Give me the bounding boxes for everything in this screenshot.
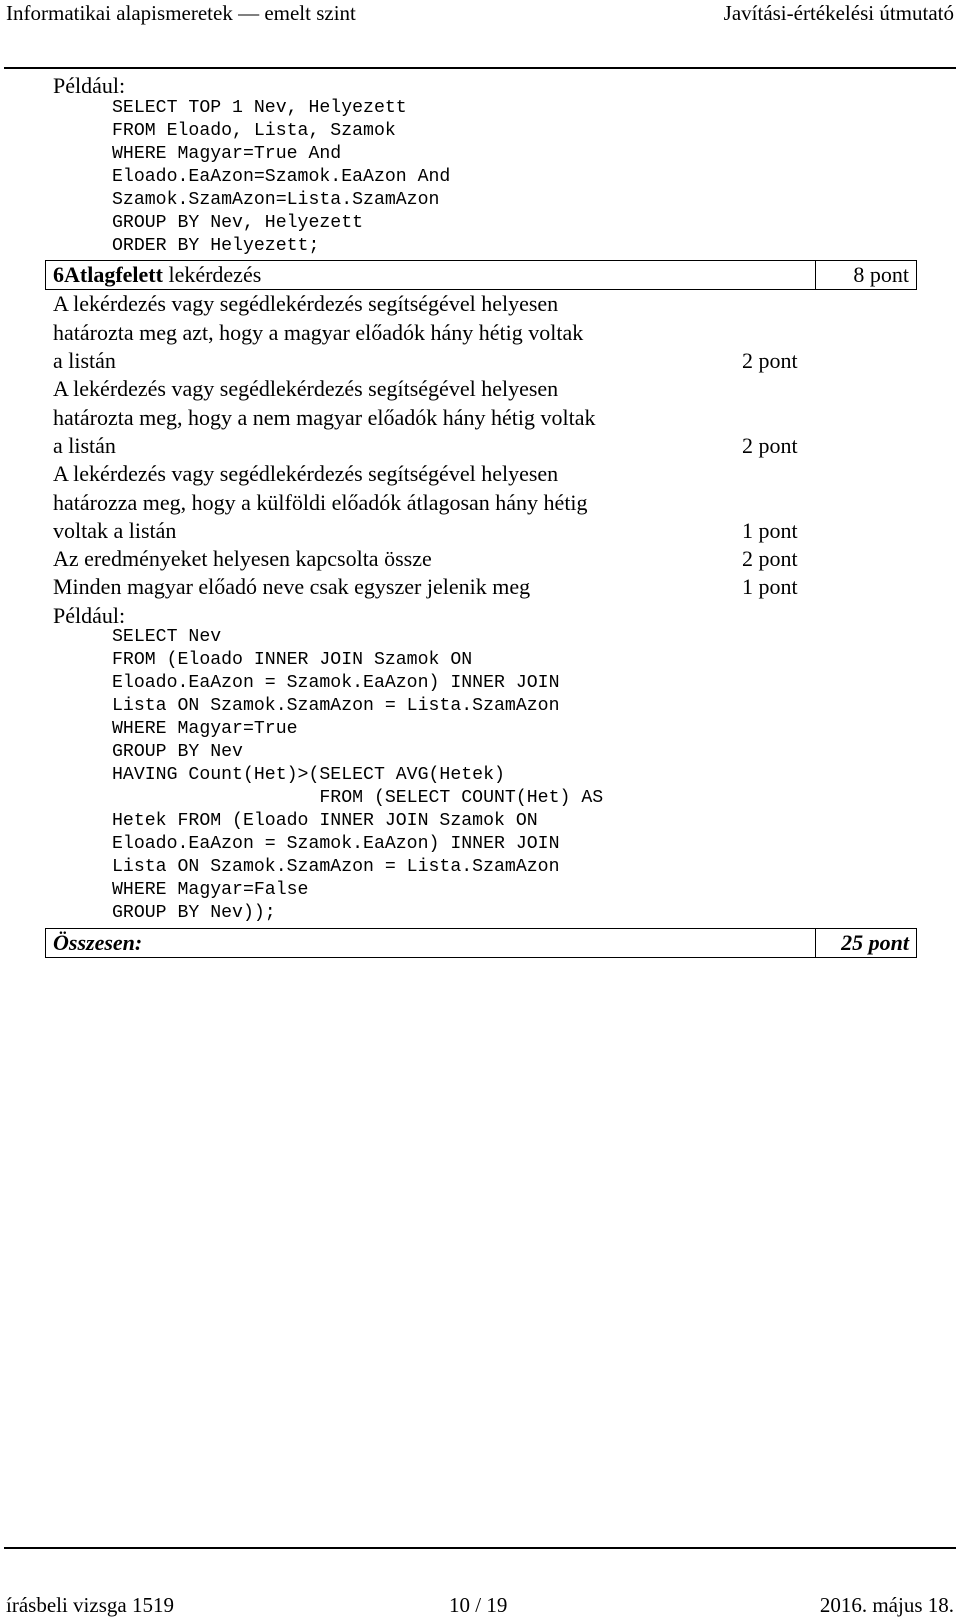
criterion-text: határozta meg, hogy a nem magyar előadók hány hétig voltak (53, 405, 596, 430)
criterion-text: A lekérdezés vagy segédlekérdezés segítségével helyesen (53, 376, 559, 401)
task-title (53, 260, 261, 289)
code-line: FROM Eloado, Lista, Szamok (112, 121, 396, 141)
header-right: Javítási-értékelési útmutató (723, 1, 954, 25)
code-line: Hetek FROM (Eloado INNER JOIN Szamok ON (112, 811, 538, 831)
criterion-text: A lekérdezés vagy segédlekérdezés segítségével helyesen (53, 461, 559, 486)
criterion-points: 1 pont (742, 518, 798, 543)
code-line: WHERE Magyar=False (112, 880, 309, 900)
code-line: GROUP BY Nev)); (112, 903, 276, 923)
code-line: GROUP BY Nev (112, 742, 243, 762)
criterion-text: a listán (53, 433, 116, 458)
code-line: GROUP BY Nev, Helyezett (112, 213, 364, 233)
code-line: Eloado.EaAzon = Szamok.EaAzon) INNER JOIN (112, 834, 560, 854)
footer-rule (4, 1547, 956, 1549)
header-left: Informatikai alapismeretek — emelt szint (6, 1, 356, 25)
total-label: Összesen: (53, 930, 143, 955)
example-label: Például: (53, 73, 126, 98)
criterion-points: 2 pont (742, 433, 798, 458)
footer-date: 2016. május 18. (819, 1593, 954, 1617)
total-row (45, 928, 917, 958)
criterion-text: Az eredményeket helyesen kapcsolta össze (53, 546, 432, 571)
criterion-text: a listán (53, 348, 116, 373)
criterion-points: 2 pont (742, 546, 798, 571)
header-rule (4, 67, 956, 69)
criterion-points: 2 pont (742, 348, 798, 373)
total-points: 25 pont (841, 930, 909, 955)
code-line: WHERE Magyar=True And (112, 144, 342, 164)
example-label: Például: (53, 603, 126, 628)
criterion-text: határozta meg azt, hogy a magyar előadók hány hétig voltak (53, 320, 584, 345)
code-line: Eloado.EaAzon = Szamok.EaAzon) INNER JOIN (112, 673, 560, 693)
footer-left: írásbeli vizsga 1519 (6, 1593, 174, 1617)
code-line: Szamok.SzamAzon=Lista.SzamAzon (112, 190, 440, 210)
code-line: WHERE Magyar=True (112, 719, 298, 739)
page-number: 10 / 19 (449, 1593, 508, 1617)
code-line: Lista ON Szamok.SzamAzon = Lista.SzamAzon (112, 857, 560, 877)
criterion-text: voltak a listán (53, 518, 177, 543)
code-line: ORDER BY Helyezett; (112, 236, 320, 256)
criterion-points: 1 pont (742, 574, 798, 599)
task-row (45, 260, 917, 290)
code-line: Lista ON Szamok.SzamAzon = Lista.SzamAzon (112, 696, 560, 716)
code-line: FROM (Eloado INNER JOIN Szamok ON (112, 650, 473, 670)
code-line: SELECT Nev (112, 627, 222, 647)
task-name: Atlagfelett (64, 262, 163, 287)
criterion-text: határozza meg, hogy a külföldi előadók átlagosan hány hétig (53, 490, 588, 515)
column-divider (815, 261, 816, 289)
task-number: 6 (53, 262, 64, 287)
code-line: FROM (SELECT COUNT(Het) AS (112, 788, 604, 808)
code-line: Eloado.EaAzon=Szamok.EaAzon And (112, 167, 451, 187)
column-divider (815, 929, 816, 957)
criterion-text: Minden magyar előadó neve csak egyszer jelenik meg (53, 574, 531, 599)
task-name-rest: lekérdezés (162, 262, 262, 287)
code-line: HAVING Count(Het)>(SELECT AVG(Hetek) (112, 765, 505, 785)
criterion-text: A lekérdezés vagy segédlekérdezés segítségével helyesen (53, 291, 559, 316)
task-points: 8 pont (853, 262, 909, 287)
code-line: SELECT TOP 1 Nev, Helyezett (112, 98, 407, 118)
